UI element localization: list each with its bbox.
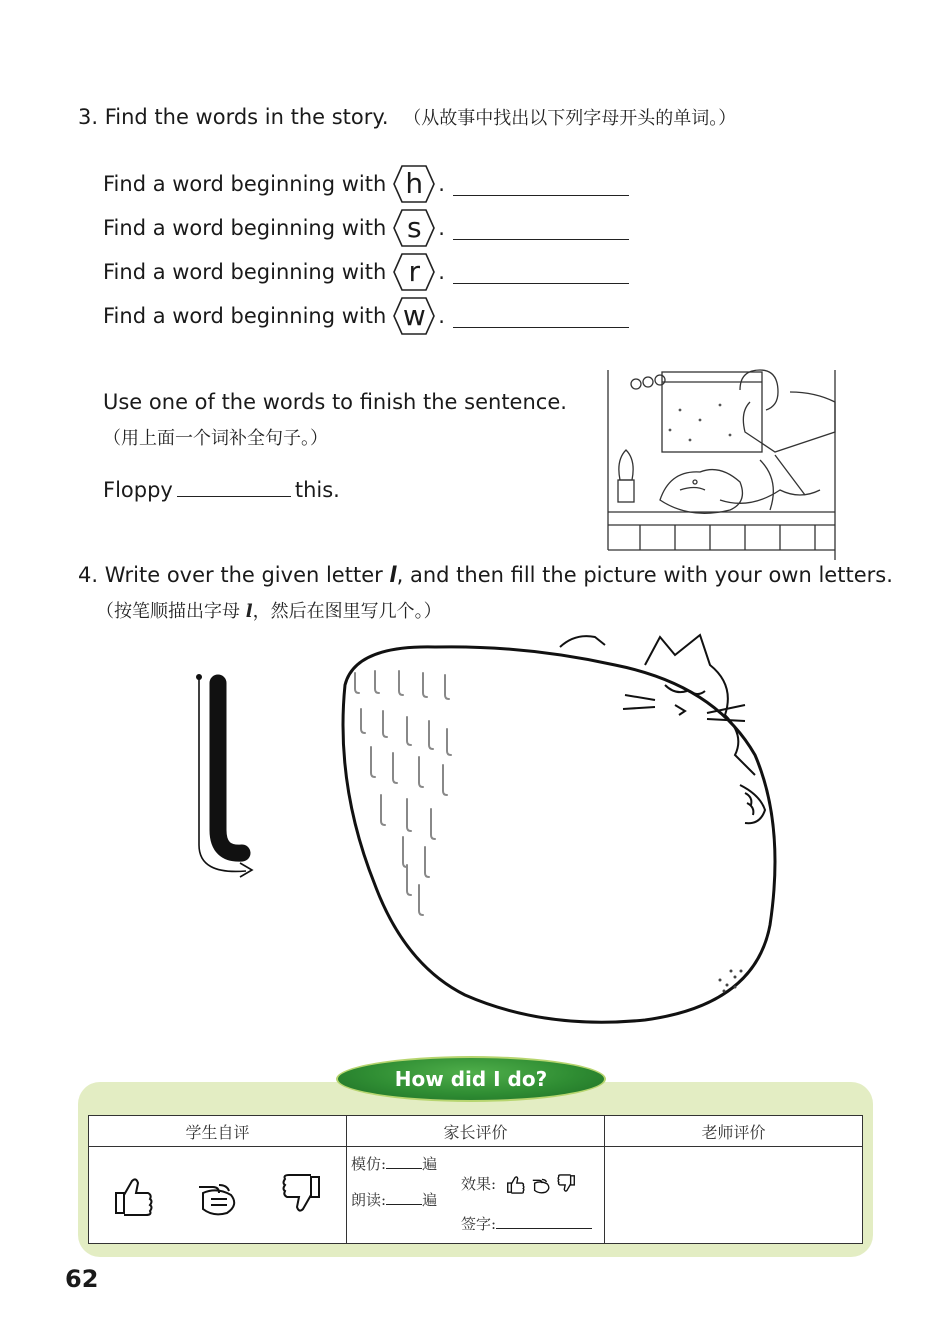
thumbs-sideways-icon[interactable] bbox=[195, 1173, 239, 1217]
question-3-title: 3. Find the words in the story. （从故事中找出以下列字母开头的单词。） bbox=[78, 105, 737, 129]
use-word-instruction: Use one of the words to finish the sentence. bbox=[103, 390, 567, 414]
find-word-row-h: Find a word beginning with h . bbox=[103, 164, 629, 204]
thumbs-up-icon[interactable] bbox=[504, 1174, 526, 1194]
effect-row: 效果: bbox=[461, 1173, 578, 1194]
answer-blank-w[interactable] bbox=[453, 305, 629, 328]
thumbs-down-icon[interactable] bbox=[556, 1174, 578, 1194]
read-count-blank[interactable] bbox=[386, 1190, 422, 1205]
teacher-eval-cell[interactable] bbox=[605, 1147, 863, 1244]
header-parent-eval: 家长评价 bbox=[347, 1116, 605, 1147]
sign-row: 签字: bbox=[461, 1213, 592, 1234]
imitate-count-blank[interactable] bbox=[386, 1154, 422, 1169]
sentence-blank[interactable] bbox=[177, 476, 291, 497]
read-row: 朗读: 遍 bbox=[351, 1191, 438, 1209]
find-word-row-r: Find a word beginning with r . bbox=[103, 252, 629, 292]
answer-blank-h[interactable] bbox=[453, 173, 629, 196]
answer-blank-r[interactable] bbox=[453, 261, 629, 284]
hexagon-letter-badge: s bbox=[392, 208, 436, 248]
sign-blank[interactable] bbox=[496, 1214, 592, 1229]
find-word-row-w: Find a word beginning with w . bbox=[103, 296, 629, 336]
question-4-title-cn: （按笔顺描出字母 l，然后在图里写几个。） bbox=[96, 601, 442, 622]
find-word-list bbox=[103, 164, 629, 336]
start-dot-icon bbox=[196, 674, 202, 680]
how-did-i-do-banner: How did I do? bbox=[336, 1056, 606, 1102]
question-3-title-cn: （从故事中找出以下列字母开头的单词。） bbox=[403, 108, 737, 129]
imitate-row: 模仿: 遍 bbox=[351, 1155, 438, 1173]
header-self-eval: 学生自评 bbox=[89, 1116, 347, 1147]
bath-illustration bbox=[600, 350, 845, 565]
evaluation-table bbox=[88, 1115, 863, 1244]
find-word-row-s: Find a word beginning with s . bbox=[103, 208, 629, 248]
page-number: 62 bbox=[65, 1265, 99, 1293]
answer-blank-s[interactable] bbox=[453, 217, 629, 240]
hexagon-letter-badge: h bbox=[392, 164, 436, 204]
use-word-instruction-cn: （用上面一个词补全句子。） bbox=[103, 428, 328, 449]
potato-drawing-area bbox=[315, 625, 795, 1030]
letter-l-tracing-guide bbox=[180, 665, 270, 885]
thumbs-down-icon[interactable] bbox=[281, 1173, 325, 1217]
header-teacher-eval: 老师评价 bbox=[605, 1116, 863, 1147]
hexagon-letter-badge: w bbox=[392, 296, 436, 336]
parent-eval-cell bbox=[347, 1147, 605, 1244]
arrow-icon bbox=[240, 863, 252, 877]
floppy-sentence: Floppy this. bbox=[103, 478, 340, 502]
thumbs-up-icon[interactable] bbox=[110, 1173, 154, 1217]
thumbs-sideways-icon[interactable] bbox=[530, 1174, 552, 1194]
self-eval-cell bbox=[89, 1147, 347, 1244]
question-4-title: 4. Write over the given letter l, and then fill the picture with your own letters. bbox=[78, 563, 893, 587]
hexagon-letter-badge: r bbox=[392, 252, 436, 292]
